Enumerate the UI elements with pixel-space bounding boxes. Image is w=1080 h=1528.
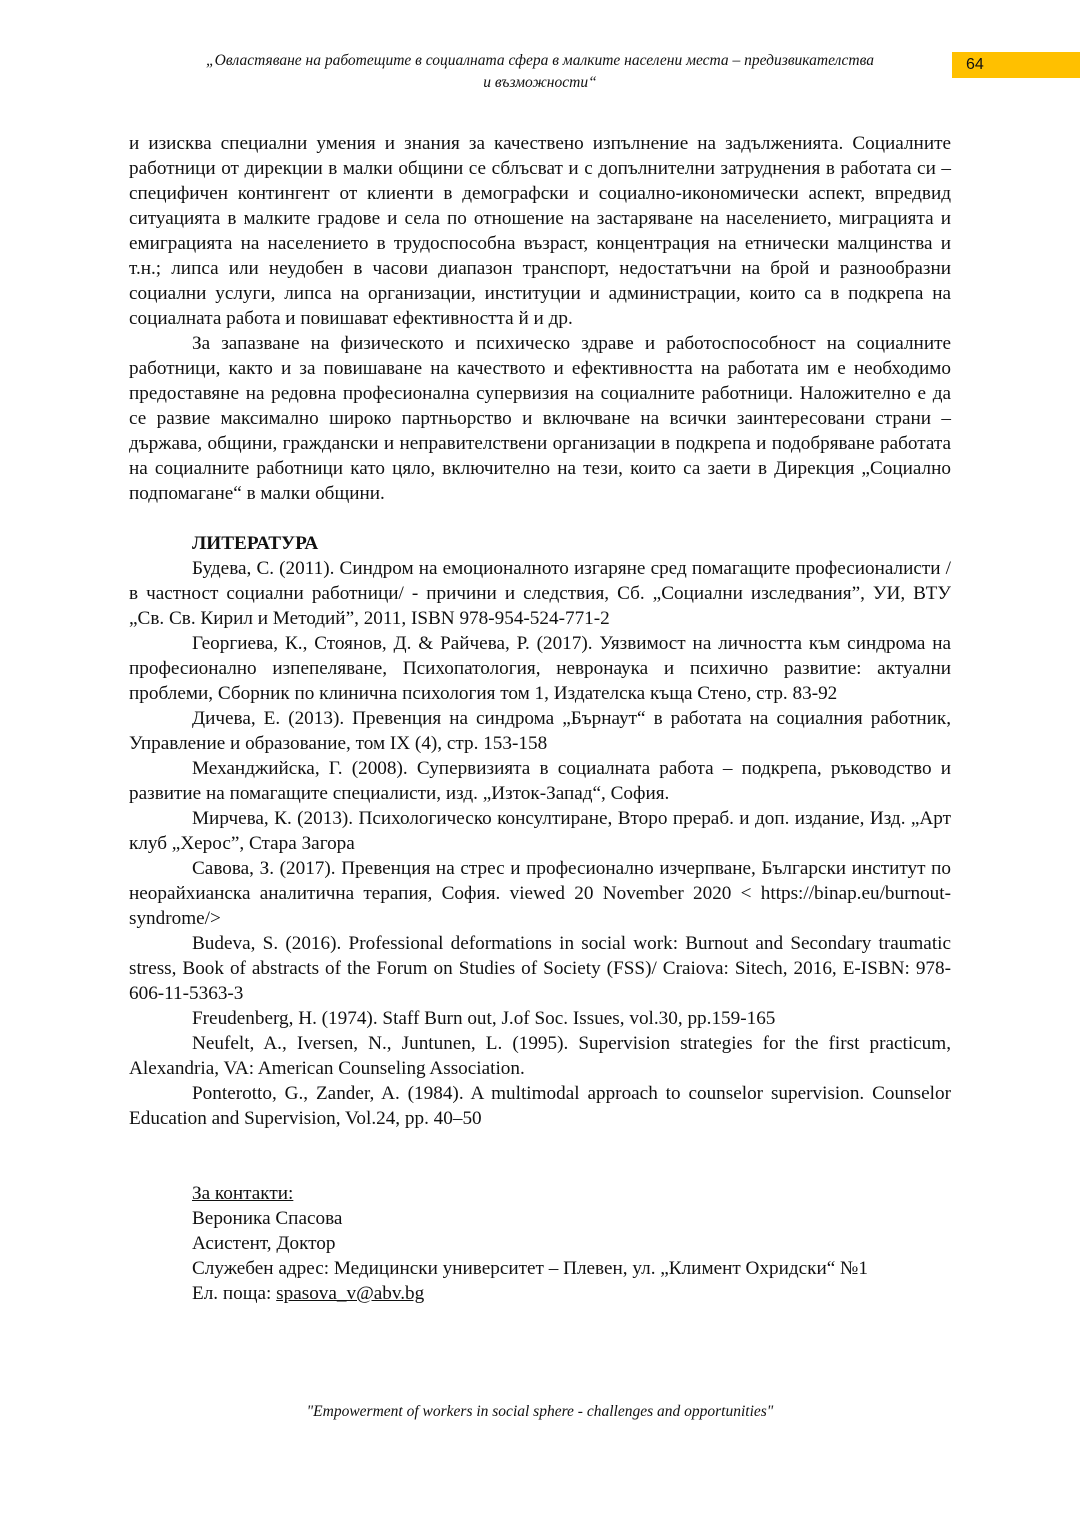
references-heading: ЛИТЕРАТУРА <box>192 533 319 554</box>
running-footer: "Empowerment of workers in social sphere - challenges and opportunities" <box>306 1403 774 1420</box>
reference-item: Freudenberg, H. (1974). Staff Burn out, J.of Soc. Issues, vol.30, pp.159-165 <box>192 1008 776 1029</box>
reference-item: Ponterotto, G., Zander, A. (1984). A multimodal approach to counselor supervision. Counselor Education and Supervision, Vol.24, pp. 40–50 <box>129 1083 951 1129</box>
header-title-line2: и възможности“ <box>483 74 597 91</box>
reference-item: Дичева, Е. (2013). Превенция на синдрома „Бърнаут“ в работата на социалния работник, Управление и образование, том IX (4), стр. 153-158 <box>129 708 951 754</box>
reference-item: Механджийска, Г. (2008). Супервизията в социалната работа – подкрепа, ръководство и развитие на помагащите специалисти, изд. „Изток-Запад“, София. <box>129 758 951 804</box>
reference-item: Будева, С. (2011). Синдром на емоционалното изгаряне сред помагащите професионалисти /в частност социални работници/ - причини и следствия, Сб. „Социални изследвания”, УИ, ВТУ „Св. Св. Кирил и Методий”, 2011, ISBN 978-954-524-771-2 <box>129 558 951 629</box>
body-paragraph: и изисква специални умения и знания за качествено изпълнение на задълженията. Социалните работници от дирекции в малки общини се сблъсват и с допълнителни затруднения в работата си – специфичен контингент от клиенти в демографски и социално-икономически аспект, впредвид ситуацията в малките градове и села по отношение на застаряване на населението, миграцията и емиграцията на населението в трудоспособна възраст, концентрация на етнически малцинства и т.н.; липса или неудобен в часови диапазон транспорт, недостатъчни на брой и разнообразни социални услуги, липса на организации, институции и администрации, които са в подкрепа на социалната работа и повишават ефективността й и др. <box>129 133 951 329</box>
contact-name: Вероника Спасова <box>192 1208 343 1229</box>
running-header <box>130 50 950 94</box>
contact-label: За контакти: <box>192 1183 294 1204</box>
reference-item: Георгиева, К., Стоянов, Д. & Райчева, Р. (2017). Уязвимост на личността към синдрома на професионално изпепеляване, Психопатология, невронаука и психично развитие: актуални проблеми, Сборник по клинична психология том 1, Издателска къща Стено, стр. 83-92 <box>129 633 951 704</box>
header-title-line1: „Овластяване на работещите в социалната сфера в малките населени места – предизвикателства <box>206 52 874 69</box>
page-content <box>129 131 951 1306</box>
contact-block <box>129 1181 951 1306</box>
contact-address: Служебен адрес: Медицински университет – Плевен, ул. „Климент Охридски“ №1 <box>192 1258 868 1279</box>
body-paragraph: За запазване на физическото и психическо здраве и работоспособност на социалните работници, както и за повишаване на качеството и ефективността на работата им е необходимо предоставяне на редовна професионална супервизия на социалните работници. Наложително е да се развие максимално широко партньорство и включване на всички заинтересовани страни – държава, общини, граждански и неправителствени организации в подкрепа и подобряване работата на социалните работници като цяло, включително на тези, които са заети в Дирекция „Социално подпомагане“ в малки общини. <box>129 333 951 504</box>
email-link[interactable]: spasova_v@abv.bg <box>276 1283 425 1304</box>
reference-item: Мирчева, К. (2013). Психологическо консултиране, Второ прераб. и доп. издание, Изд. „Арт клуб „Херос”, Стара Загора <box>129 808 951 854</box>
contact-position: Асистент, Доктор <box>192 1233 336 1254</box>
reference-item: Budeva, S. (2016). Professional deformations in social work: Burnout and Secondary traumatic stress, Book of abstracts of the Forum on Studies of Society (FSS)/ Craiova: Sitech, 2016, E-ISBN: 978-606-11-5363-3 <box>129 933 951 1004</box>
reference-item: Neufelt, A., Iversen, N., Juntunen, L. (1995). Supervision strategies for the first practicum, Alexandria, VA: American Counseling Association. <box>129 1033 951 1079</box>
page-number-badge: 64 <box>952 52 1080 78</box>
email-label: Ел. поща: <box>192 1283 277 1304</box>
reference-item: Савова, З. (2017). Превенция на стрес и професионално изчерпване, Български институт по неорайхианска аналитична терапия, София. viewed 20 November 2020 < https://binap.eu/burnout-syndrome/> <box>129 858 951 929</box>
